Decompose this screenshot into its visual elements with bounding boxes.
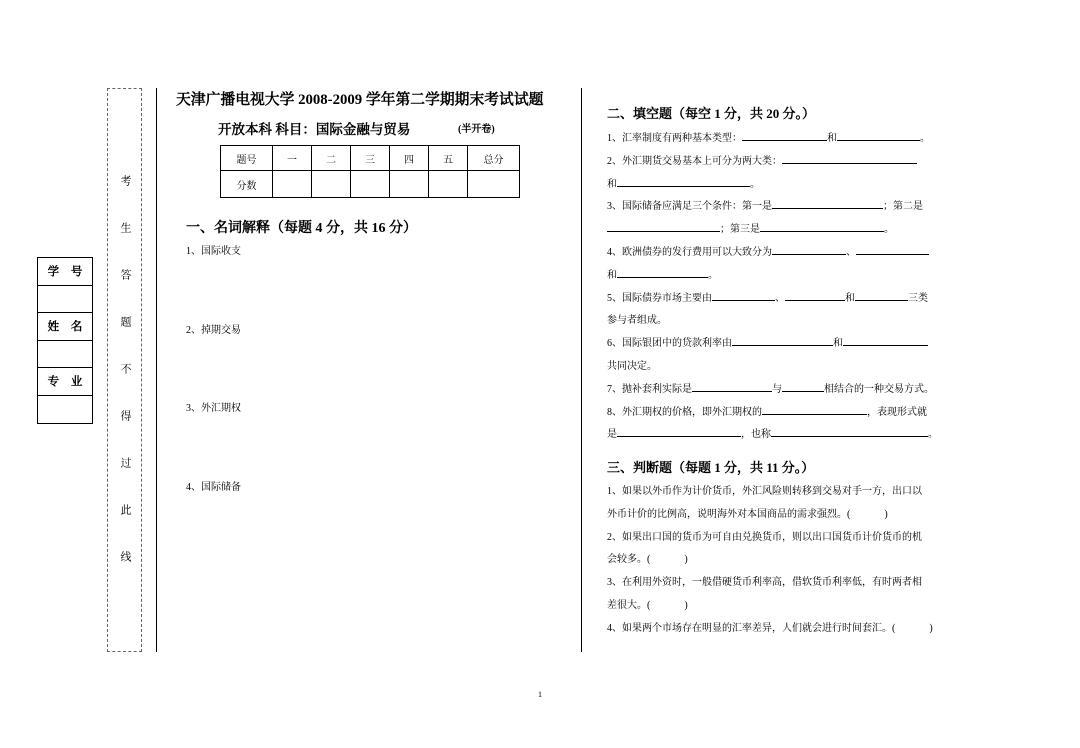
fill-in-text: 。 [884, 224, 894, 236]
answer-blank [855, 292, 908, 301]
fill-in-line [607, 402, 938, 425]
answer-bracket-close: ) [684, 599, 688, 611]
fill-in-text: 和 [607, 178, 617, 190]
fill-in-text: 和 [845, 292, 855, 304]
answer-bracket-space [895, 630, 929, 631]
true-false-line [607, 504, 933, 527]
student-info-box [37, 257, 93, 424]
term-question: 2、掉期交易 [186, 324, 241, 336]
answer-bracket-close: ) [684, 554, 688, 566]
score-table [220, 145, 520, 198]
true-false-line [607, 481, 933, 504]
true-false-text: 外币计价的比例高，说明海外对本国商品的需求强烈。 [607, 508, 847, 520]
answer-bracket-open: ( [647, 554, 651, 566]
fill-in-text: 。 [750, 178, 760, 190]
answer-blank [692, 383, 772, 392]
fill-in-text: ；第三是 [720, 224, 760, 236]
fill-in-line [607, 310, 938, 333]
fill-in-text: 4、欧洲债券的发行费用可以大致分为 [607, 246, 772, 258]
student-major-field [38, 396, 92, 424]
fill-in-text: 与 [772, 383, 782, 395]
true-false-text: 2、如果出口国的货币为可自由兑换货币，则以出口国货币计价货币的机 [607, 531, 922, 543]
answer-blank [785, 292, 845, 301]
true-false-line [607, 618, 933, 641]
exam-subject: 开放本科 科目：国际金融与贸易 [218, 122, 411, 137]
score-cell [429, 171, 468, 198]
section-fill-in-title: 二、填空题（每空 1 分，共 20 分。） [607, 106, 816, 121]
section-terms-title: 一、名词解释（每题 4 分，共 16 分） [186, 221, 417, 236]
answer-blank [617, 269, 708, 278]
score-table-header-cell: 三 [351, 146, 390, 171]
answer-blank [837, 132, 920, 141]
answer-blank [856, 246, 929, 255]
fill-in-line [607, 151, 938, 174]
score-cell [273, 171, 312, 198]
score-row-label: 分数 [221, 171, 273, 198]
answer-blank [760, 223, 884, 232]
fill-in-text: 6、国际银团中的贷款利率由 [607, 338, 732, 350]
fill-in-line [607, 265, 938, 288]
fill-in-text: 是 [607, 429, 617, 441]
answer-bracket-space [650, 561, 684, 562]
true-false-text: 4、如果两个市场存在明显的汇率差异，人们就会进行时间套汇。 [607, 622, 892, 634]
fill-in-text: 。 [920, 133, 930, 144]
answer-bracket-close: ) [884, 508, 888, 520]
fill-in-text: 共同决定。 [607, 360, 657, 372]
answer-blank [732, 337, 833, 346]
answer-blank [772, 200, 883, 209]
fill-in-line [607, 174, 938, 197]
fill-in-text: 1、汇率制度有两种基本类型： [607, 133, 742, 144]
fill-in-text: 。 [708, 269, 718, 281]
fill-in-text: 2、外汇期货交易基本上可分为两大类： [607, 155, 782, 167]
binding-line [156, 88, 157, 652]
score-cell [351, 171, 390, 198]
answer-bracket-open: ( [647, 599, 651, 611]
fill-in-text: ；第二是 [883, 201, 923, 213]
fill-in-text: 三类 [908, 292, 928, 304]
fill-in-line [607, 333, 938, 356]
column-divider [581, 88, 582, 652]
term-question: 1、国际收支 [186, 246, 241, 257]
score-table-header-cell: 总分 [468, 146, 520, 171]
fill-in-line [607, 196, 938, 219]
answer-bracket-open: ( [847, 508, 851, 520]
section-true-false-title: 三、判断题（每题 1 分，共 11 分。） [607, 460, 815, 475]
answer-bracket-space [650, 607, 684, 608]
fill-in-text: 相结合的一种交易方式。 [824, 383, 934, 395]
fill-in-text: ，表现形式就 [867, 406, 927, 418]
true-false-text: 会较多。 [607, 554, 647, 566]
score-table-header-row [221, 146, 520, 171]
fill-in-text: 和 [833, 338, 843, 350]
fill-in-line [607, 128, 938, 151]
answer-blank [712, 292, 775, 301]
answer-blank [843, 337, 928, 346]
fill-in-line [607, 219, 938, 242]
term-questions [186, 246, 241, 494]
score-table-header-cell: 题号 [221, 146, 273, 171]
student-name-label: 姓 名 [38, 313, 92, 341]
true-false-text: 3、在利用外资时，一般借硬货币利率高，借软货币利率低，有时两者相 [607, 577, 922, 589]
student-major-label: 专 业 [38, 368, 92, 396]
answer-blank [617, 428, 741, 437]
fill-in-text: 和 [827, 133, 837, 144]
exam-type-note: (半开卷) [458, 124, 495, 135]
fill-in-line [607, 242, 938, 265]
answer-blank [782, 155, 917, 164]
student-name-field [38, 341, 92, 369]
exam-title: 天津广播电视大学 2008-2009 学年第二学期期末考试试题 [176, 92, 544, 108]
fill-in-text: 8、外汇期权的价格，即外汇期权的 [607, 406, 762, 418]
seal-line-text: 考生答题不得过此线 [119, 175, 131, 598]
answer-bracket-close: ) [929, 622, 933, 634]
score-table-header-cell: 一 [273, 146, 312, 171]
student-id-label: 学 号 [38, 258, 92, 286]
true-false-text: 差很大。 [607, 599, 647, 611]
answer-blank [607, 223, 720, 232]
score-cell [312, 171, 351, 198]
fill-in-text: 和 [607, 269, 617, 281]
answer-bracket-open: ( [892, 622, 896, 634]
fill-in-text: 、 [775, 292, 785, 304]
fill-in-line [607, 288, 938, 311]
answer-blank [782, 383, 824, 392]
answer-blank [771, 428, 928, 437]
term-question: 4、国际储备 [186, 481, 241, 493]
term-question: 3、外汇期权 [186, 403, 241, 414]
answer-blank [742, 132, 827, 141]
true-false-questions [607, 481, 933, 641]
true-false-line [607, 527, 933, 550]
true-false-line [607, 595, 933, 618]
score-table-header-cell: 四 [390, 146, 429, 171]
score-table-header-cell: 二 [312, 146, 351, 171]
fill-in-line [607, 379, 938, 402]
true-false-line [607, 572, 933, 595]
score-cell [468, 171, 520, 198]
answer-blank [762, 406, 867, 415]
true-false-line [607, 549, 933, 572]
score-table-score-row [221, 171, 520, 198]
fill-in-text: 参与者组成。 [607, 315, 667, 327]
fill-in-text: ，也称 [741, 429, 771, 441]
fill-in-text: 3、国际储备应满足三个条件：第一是 [607, 201, 772, 213]
answer-blank [772, 246, 846, 255]
seal-line-box [107, 88, 142, 652]
fill-in-text: 、 [846, 246, 856, 258]
answer-bracket-space [850, 516, 884, 517]
fill-in-text: 7、抛补套利实际是 [607, 383, 692, 395]
page-number: 1 [538, 690, 542, 699]
answer-blank [617, 178, 750, 187]
true-false-text: 1、如果以外币作为计价货币，外汇风险则转移到交易对手一方，出口以 [607, 486, 922, 497]
score-cell [390, 171, 429, 198]
score-table-header-cell: 五 [429, 146, 468, 171]
student-id-field [38, 286, 92, 314]
fill-in-line [607, 356, 938, 379]
fill-in-text: 。 [928, 429, 938, 441]
fill-in-text: 5、国际债券市场主要由 [607, 292, 712, 304]
fill-in-questions [607, 128, 938, 447]
fill-in-line [607, 424, 938, 447]
